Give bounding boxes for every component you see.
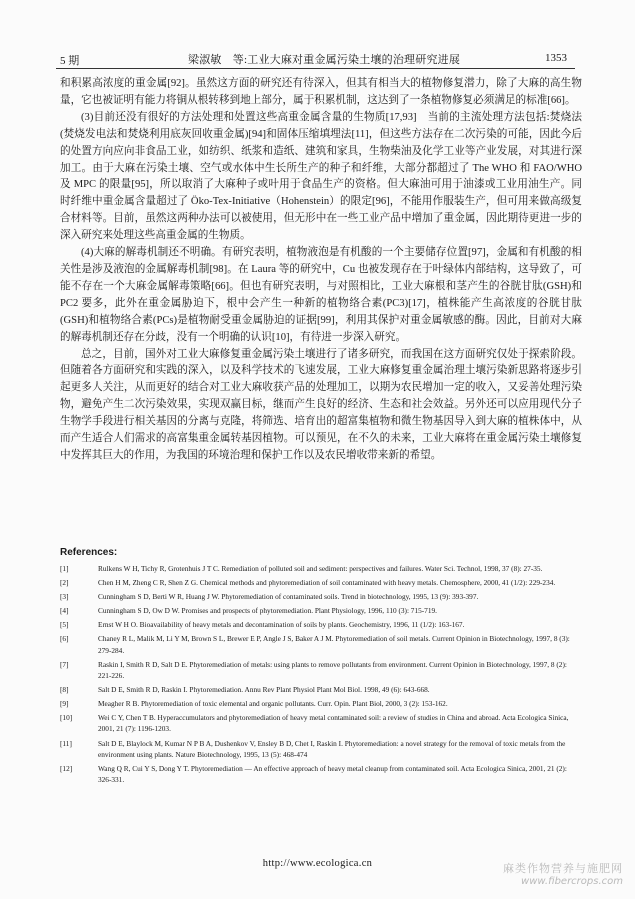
reference-number: [7]: [60, 659, 69, 669]
reference-text: Wang Q R, Cui Y S, Dong Y T. Phytoremediation — An effective approach of heavy metal cleanup from contaminated soil. Acta Ecologica Sinica, 2001, 21 (2): 326-331.: [98, 763, 567, 785]
reference-text: Cunningham S D, Berti W R, Huang J W. Phytoremediation of contaminated soils. Trend in biotechnology, 1995, 13 (9): 393-397.: [98, 592, 479, 602]
body-paragraph-3: (4)大麻的解毒机制还不明确。有研究表明，植物液泡是有机酸的一个主要储存位置[97]，金属和有机酸的相关性是涉及液泡的金属解毒机制[98]。在 Laura 等的研究中，Cu 也被发现存在于叶绿体内部结构，这导致了，可能不存在一个大麻金属解毒策略[66]。但也有研究表明，与对照相比，工业大麻根和茎产生的谷胱甘肽(GSH)和 PC2 要多，此外在重金属胁迫下，根中会产生一种新的植物络合素(PC3)[17]，植株能产生高浓度的谷胱甘肽(GSH)和植物络合素(PCs)是植物耐受重金属胁迫的证据[99]，利用其保护对重金属敏感的酶。因此，目前对大麻的解毒机制还存在分歧，没有一个明确的认识[10]，有待进一步深入研究。: [60, 247, 582, 343]
body-paragraph-1: 和积累高浓度的重金属[92]。虽然这方面的研究还有待深入，但其有相当大的植物修复潜力，除了大麻的高生物量，它也被证明有能力将铜从根转移到地上部分，属于积累机制，这达到了一条植物修复必须满足的标准[66]。: [60, 78, 582, 106]
body-paragraph-4: 总之，目前，国外对工业大麻修复重金属污染土壤进行了诸多研究，而我国在这方面研究仅处于探索阶段。但随着各方面研究和实践的深入，以及科学技术的飞速发展，工业大麻修复重金属治理土壤污染新思路将逐步引起更多人关注，从而更好的结合对工业大麻收获产品的处理加工，以期为农民增加一定的收入，又妥善处理污染物，避免产生二次污染效果，实现双赢目标，继而产生良好的经济、生态和社会效益。另外还可以应用现代分子生物学手段进行相关基因的分离与克隆，将筛选、培育出的超富集植物和微生物基因导入到大麻的植株体中，从而产生适合人们需求的高富集重金属转基因植物。可以预见，在不久的未来，工业大麻将在重金属污染土壤修复中发挥其巨大的作用，为我国的环境治理和保护工作以及农民增收带来新的希望。: [60, 348, 582, 461]
reference-item: [60, 577, 582, 588]
issue-label: 5 期: [60, 55, 80, 67]
reference-number: [11]: [60, 738, 72, 748]
page-number: 1353: [545, 52, 567, 64]
reference-list: [60, 563, 582, 788]
article-body: [60, 76, 582, 465]
reference-number: [6]: [60, 634, 69, 644]
reference-item: [60, 619, 582, 630]
reference-text: Ernst W H O. Bioavailability of heavy metals and decontamination of soils by plants. Geochemistry, 1996, 11 (1/2): 163-167.: [98, 620, 465, 630]
running-title: 梁淑敏 等:工业大麻对重金属污染土壤的治理研究进展: [188, 54, 461, 66]
body-paragraph-2: (3)目前还没有很好的方法处理和处置这些高重金属含量的生物质[17,93] 当前的主流处理方法包括:焚烧法(焚烧发电法和焚烧利用底灰回收重金属)[94]和固体压缩填埋法[11]，但这些方法存在二次污染的可能，因此今后的处置方向应向非食品工业，如纺织、纸浆和造纸、建筑和家具，生物柴油及化学工业等产业发展，对其进行深加工。由于大麻在污染土壤、空气或水体中生长所生产的种子和纤维，大部分都超过了 The WHO 和 FAO/WHO 及 MPC 的限量[95]，所以取消了大麻种子或叶用于食品生产的资格。但大麻油可用于油漆或工业用油生产。同时纤维中重金属含量超过了 Öko-Tex-Initiative（Hohenstein）的限定[96]，不能用作服装生产，但可用来做高级复合材料等。目前，虽然这两种办法可以被使用，但无形中在一些工业产品中增加了重金属，因此期待更进一步的深入研究来处理这些高重金属的生物质。: [60, 111, 582, 242]
reference-text: Raskin I, Smith R D, Salt D E. Phytoremediation of metals: using plants to remove pollutants from environment. Current Opinion in Biotechnology, 1997, 8 (2): 221-226.: [98, 659, 567, 680]
reference-item: [60, 591, 582, 602]
running-header: [56, 50, 575, 69]
reference-item: [60, 684, 582, 695]
reference-number: [5]: [60, 620, 69, 630]
journal-url: http://www.ecologica.cn: [262, 858, 373, 869]
site-watermark: [503, 862, 623, 888]
reference-text: Wei C Y, Chen T B. Hyperaccumulators and phytoremediation of heavy metal contaminated soil: a review of studies in China and abroad. Acta Ecologica Sinica, 2001, 21 (7): 1196-1203.: [98, 713, 569, 734]
reference-text: Chaney R L, Malik M, Li Y M, Brown S L, Brewer E P, Angle J S, Baker A J M. Phytoremediation of soil metals. Current Opinion in Biotechnology, 1997, 8 (3): 279-284.: [98, 634, 570, 655]
reference-number: [2]: [60, 578, 69, 588]
reference-text: Salt D E, Smith R D, Raskin I. Phytoremediation. Annu Rev Plant Physiol Plant Mol Biol. 1998, 49 (6): 643-668.: [98, 685, 430, 695]
reference-item: [60, 738, 582, 760]
reference-number: [4]: [60, 606, 69, 616]
reference-number: [8]: [60, 685, 69, 695]
watermark-site-url: www.fibercrops.com: [521, 876, 623, 887]
reference-text: Meagher R B. Phytoremediation of toxic elemental and organic pollutants. Curr. Opin. Plant Biol, 2000, 3 (2): 153-162.: [98, 699, 448, 709]
references-heading: References:: [60, 547, 118, 558]
reference-item: [60, 633, 582, 655]
reference-text: Chen H M, Zheng C R, Shen Z G. Chemical methods and phytoremediation of soil contaminated with heavy metals. Chemosphere, 2000, 41 (1/2): 229-234.: [98, 578, 556, 588]
reference-item: [60, 659, 582, 681]
reference-text: Salt D E, Blaylock M, Kumar N P B A, Dushenkov V, Ensley B D, Chet I, Raskin I. Phytoremediation: a novel strategy for the removal of toxic metals from the environment using plants. Nature Biotechnology, 1995, 13 (5): 468-474: [98, 738, 566, 759]
reference-number: [12]: [60, 763, 73, 773]
reference-number: [3]: [60, 592, 69, 602]
reference-number: [10]: [60, 713, 73, 723]
watermark-site-name: 麻类作物营养与施肥网: [503, 862, 623, 875]
reference-text: Cunningham S D, Ow D W. Promises and prospects of phytoremediation. Plant Physiology, 1996, 110 (3): 715-719.: [98, 606, 437, 616]
reference-number: [1]: [60, 564, 69, 573]
reference-item: [60, 763, 582, 785]
reference-item: [60, 605, 582, 616]
reference-item: [60, 563, 582, 574]
reference-text: Rulkens W H, Tichy R, Grotenhuis J T C. Remediation of polluted soil and sediment: perspectives and failures. Water Sci. Technol, 1998, 37 (8): 27-35.: [98, 564, 543, 573]
reference-number: [9]: [60, 699, 69, 709]
reference-item: [60, 712, 582, 734]
reference-item: [60, 698, 582, 709]
